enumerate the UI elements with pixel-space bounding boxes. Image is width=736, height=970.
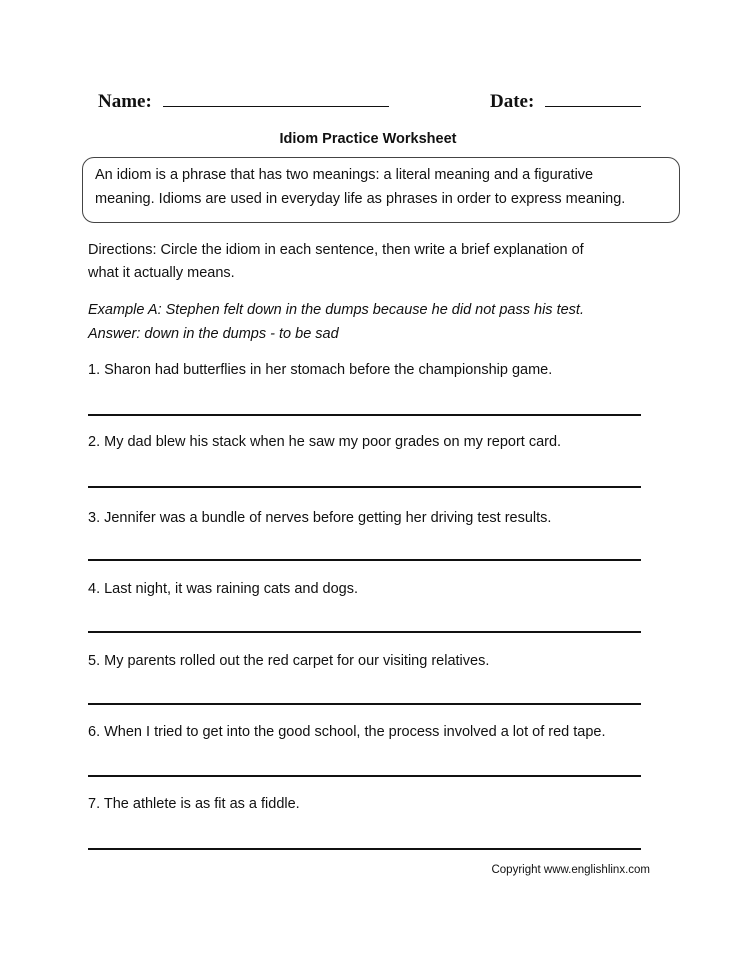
answer-line-6[interactable] <box>88 775 641 777</box>
date-field <box>490 88 641 113</box>
name-field <box>98 88 389 113</box>
question-3: 3. Jennifer was a bundle of nerves before getting her driving test results. <box>88 510 552 526</box>
question-1: 1. Sharon had butterflies in her stomach before the championship game. <box>88 362 553 378</box>
definition-line: meaning. Idioms are used in everyday life as phrases in order to express meaning. <box>95 191 626 207</box>
definition-box <box>82 157 680 223</box>
answer-line-2[interactable] <box>88 486 641 488</box>
answer-line-5[interactable] <box>88 703 641 705</box>
question-6: 6. When I tried to get into the good school, the process involved a lot of red tape. <box>88 724 606 740</box>
question-4: 4. Last night, it was raining cats and dogs. <box>88 581 359 597</box>
answer-line-4[interactable] <box>88 631 641 633</box>
question-7: 7. The athlete is as fit as a fiddle. <box>88 796 300 812</box>
date-blank[interactable] <box>545 88 641 107</box>
example-answer: Answer: down in the dumps - to be sad <box>88 326 339 342</box>
directions-line: Directions: Circle the idiom in each sentence, then write a brief explanation of <box>88 242 584 258</box>
answer-line-7[interactable] <box>88 848 641 850</box>
question-2: 2. My dad blew his stack when he saw my poor grades on my report card. <box>88 434 562 450</box>
answer-line-3[interactable] <box>88 559 641 561</box>
worksheet-title: Idiom Practice Worksheet <box>279 131 457 147</box>
name-blank[interactable] <box>163 88 389 107</box>
question-5: 5. My parents rolled out the red carpet for our visiting relatives. <box>88 653 490 669</box>
copyright: Copyright www.englishlinx.com <box>491 864 650 876</box>
date-label: Date: <box>490 91 535 112</box>
definition-line: An idiom is a phrase that has two meanings: a literal meaning and a figurative <box>95 167 594 183</box>
directions-line: what it actually means. <box>88 265 235 281</box>
answer-line-1[interactable] <box>88 414 641 416</box>
name-label: Name: <box>98 91 152 112</box>
example-sentence: Example A: Stephen felt down in the dumps because he did not pass his test. <box>88 302 584 318</box>
